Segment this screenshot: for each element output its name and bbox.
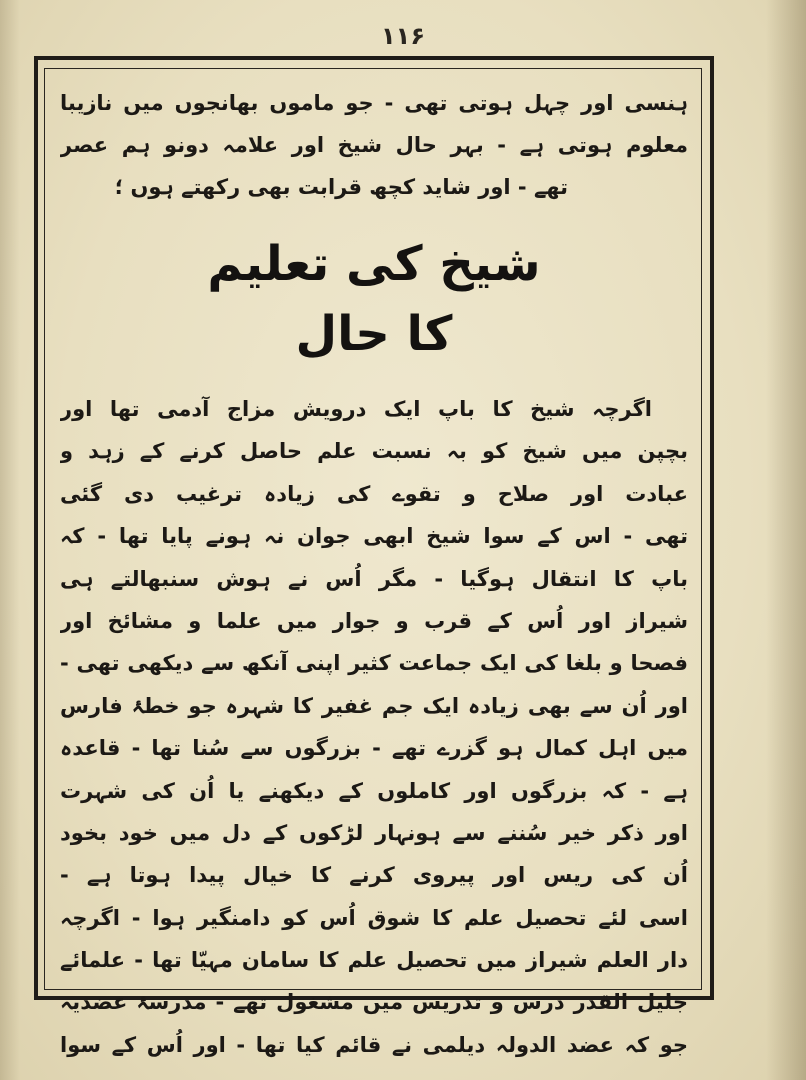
body-line: اُن کی ریس اور پیروی کرنے کا خیال پیدا ہوتا ہے - [60, 863, 688, 888]
body-line: اگرچہ شیخ کا باپ ایک درویش مزاج آدمی تھا اور [60, 397, 652, 421]
body-line: عبادت اور صلاح و تقوے کی زیادہ ترغیب دی گئی [60, 481, 688, 506]
section-heading-continued: کا حال [295, 306, 453, 362]
section-heading: شیخ کی تعلیم [207, 236, 541, 292]
intro-line: معلوم ہوتی ہے - بہر حال شیخ اور علامہ دونو ہم عصر [60, 133, 688, 157]
body-line: باپ کا انتقال ہوگیا - مگر اُس نے ہوش سنبھالتے ہی [60, 566, 688, 591]
body-line: اور ذکر خیر سُننے سے ہونہار لڑکوں کے دل میں خود بخود [60, 820, 688, 845]
body-line: فصحا و بلغا کی ایک جماعت کثیر اپنی آنکھ سے دیکھی تھی - [60, 651, 688, 676]
text-block [60, 82, 688, 1057]
body-line: جلیل القدر درس و تدریس میں مشغول تھے - مدرسۂ عضدیہ [60, 990, 688, 1015]
body-line: اسی لئے تحصیل علم کا شوق اُس کو دامنگیر ہوا - اگرچہ [60, 905, 688, 930]
body-line: جو کہ عضد الدولہ دیلمی نے قائم کیا تھا - اور اُس کے سوا [60, 1032, 688, 1057]
intro-line: تھے - اور شاید کچھ قرابت بھی رکھتے ہوں ؛ [114, 175, 568, 199]
body-line: شیراز اور اُس کے قرب و جوار میں علما و مشائخ اور [60, 608, 688, 633]
page-number: ۱۱۶ [381, 22, 425, 50]
intro-line: ہنسی اور چہل ہوتی تھی - جو ماموں بھانجوں میں نازیبا [60, 91, 688, 115]
page-edge-shadow-left [0, 0, 20, 1080]
body-line: میں اہل کمال ہو گزرے تھے - بزرگوں سے سُنا تھا - قاعدہ [60, 736, 688, 761]
page-edge-shadow-right [766, 0, 806, 1080]
body-line: تھی - اس کے سوا شیخ ابھی جوان نہ ہونے پایا تھا - کہ [60, 524, 688, 549]
body-line: اور اُن سے بھی زیادہ ایک جم غفیر کا شہرہ جو خطۂ فارس [60, 693, 688, 718]
body-line: ہے - کہ بزرگوں اور کاملوں کے دیکھنے یا اُن کی شہرت [60, 778, 688, 803]
body-line: دار العلم شیراز میں تحصیل علم کا سامان مہیّا تھا - علمائے [60, 948, 688, 973]
body-line: بچپن میں شیخ کو بہ نسبت علم حاصل کرنے کے زہد و [60, 439, 688, 464]
